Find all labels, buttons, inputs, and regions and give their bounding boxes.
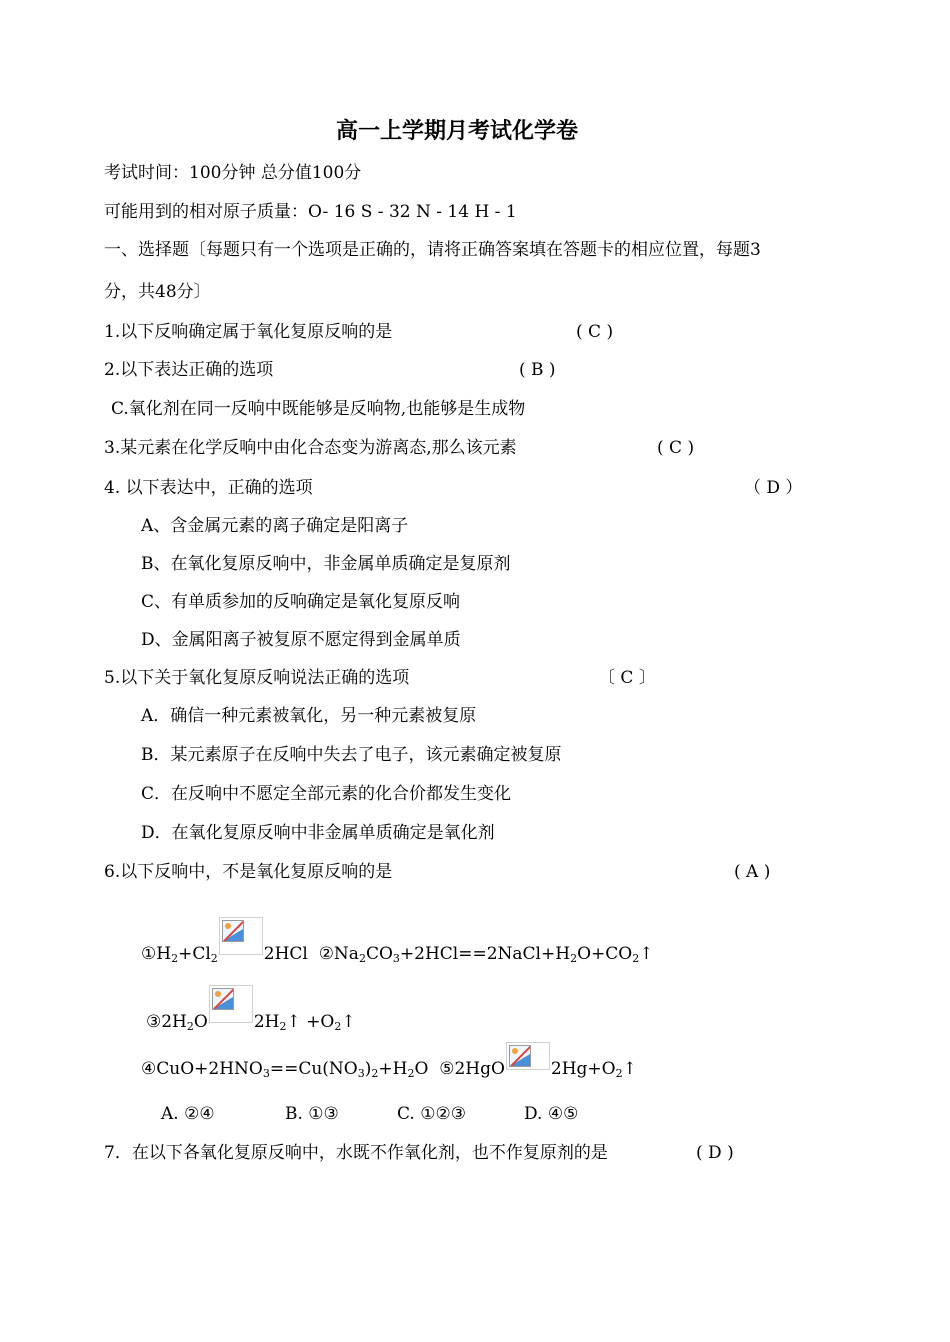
question-5-option-b: B．某元素原子在反响中失去了电子，该元素确定被复原 — [141, 745, 562, 765]
question-1-stem: 1.以下反响确定属于氧化复原反响的是 — [104, 322, 393, 342]
question-6-choice-a: A. ②④ — [161, 1104, 215, 1124]
question-3-stem: 3.某元素在化学反响中由化合态变为游离态,那么该元素 — [104, 438, 517, 458]
question-6-stem: 6.以下反响中，不是氧化复原反响的是 — [104, 862, 393, 882]
question-6-choice-d: D. ④⑤ — [524, 1104, 579, 1124]
question-5-option-c: C．在反响中不愿定全部元素的化合价都发生变化 — [141, 784, 512, 804]
exam-time: 考试时间：100分钟 总分值100分 — [104, 163, 362, 183]
question-3-answer: ( C ) — [657, 438, 695, 458]
broken-image-icon — [219, 917, 263, 955]
question-1-answer: ( C ) — [576, 322, 614, 342]
question-2-option-c: C.氧化剂在同一反响中既能够是反响物,也能够是生成物 — [111, 399, 526, 419]
atomic-mass-note: 可能用到的相对原子质量：O- 16 S - 32 N - 14 H - 1 — [104, 202, 517, 222]
broken-image-icon — [506, 1042, 550, 1070]
question-5-answer: 〔 C 〕 — [598, 668, 656, 688]
reaction-2: $②Na_2CO_3+2HCl==2NaCl+H_2O+CO_2↑$ — [318, 944, 654, 965]
question-7-stem: 7．在以下各氧化复原反响中，水既不作氧化剂，也不作复原剂的是 — [104, 1143, 608, 1163]
question-4-answer: （ D ） — [744, 478, 803, 498]
reaction-3: $③2H_2O$ $2H_2↑$ $+O_2↑$ — [146, 985, 356, 1033]
question-4-option-a: A、含金属元素的离子确定是阳离子 — [141, 516, 409, 536]
question-5-option-a: A．确信一种元素被氧化，另一种元素被复原 — [141, 706, 477, 726]
question-2-answer: ( B ) — [519, 360, 556, 380]
question-7-answer: ( D ) — [696, 1143, 734, 1163]
broken-image-icon — [209, 985, 253, 1023]
question-2-stem: 2.以下表达正确的选项 — [104, 360, 274, 380]
question-6-choice-b: B. ①③ — [285, 1104, 339, 1124]
reaction-line-1 — [141, 917, 653, 965]
reaction-5: ⑤2HgO $2Hg+O_2↑$ — [439, 1059, 637, 1079]
reaction-4: $④CuO+2HNO_3==Cu(NO_3)_2+H_2O$ — [141, 1059, 429, 1080]
section-heading-line2: 分，共48分〕 — [104, 282, 211, 302]
page-title: 高一上学期月考试化学卷 — [336, 118, 579, 144]
question-4-option-c: C、有单质参加的反响确定是氧化复原反响 — [141, 592, 461, 612]
reaction-line-3 — [141, 1042, 637, 1080]
section-heading-line1: 一、选择题〔每题只有一个选项是正确的，请将正确答案填在答题卡的相应位置，每题3 — [104, 240, 761, 260]
question-6-answer: ( A ) — [734, 862, 771, 882]
question-5-option-d: D．在氧化复原反响中非金属单质确定是氧化剂 — [141, 823, 495, 843]
question-4-stem: 4. 以下表达中，正确的选项 — [104, 478, 313, 498]
question-6-choice-c: C. ①②③ — [397, 1104, 466, 1124]
question-4-option-b: B、在氧化复原反响中，非金属单质确定是复原剂 — [141, 554, 511, 574]
reaction-1: $①H_2+Cl_2$ 2HCl — [141, 944, 308, 964]
question-5-stem: 5.以下关于氧化复原反响说法正确的选项 — [104, 668, 410, 688]
question-4-option-d: D、金属阳离子被复原不愿定得到金属单质 — [141, 630, 461, 650]
